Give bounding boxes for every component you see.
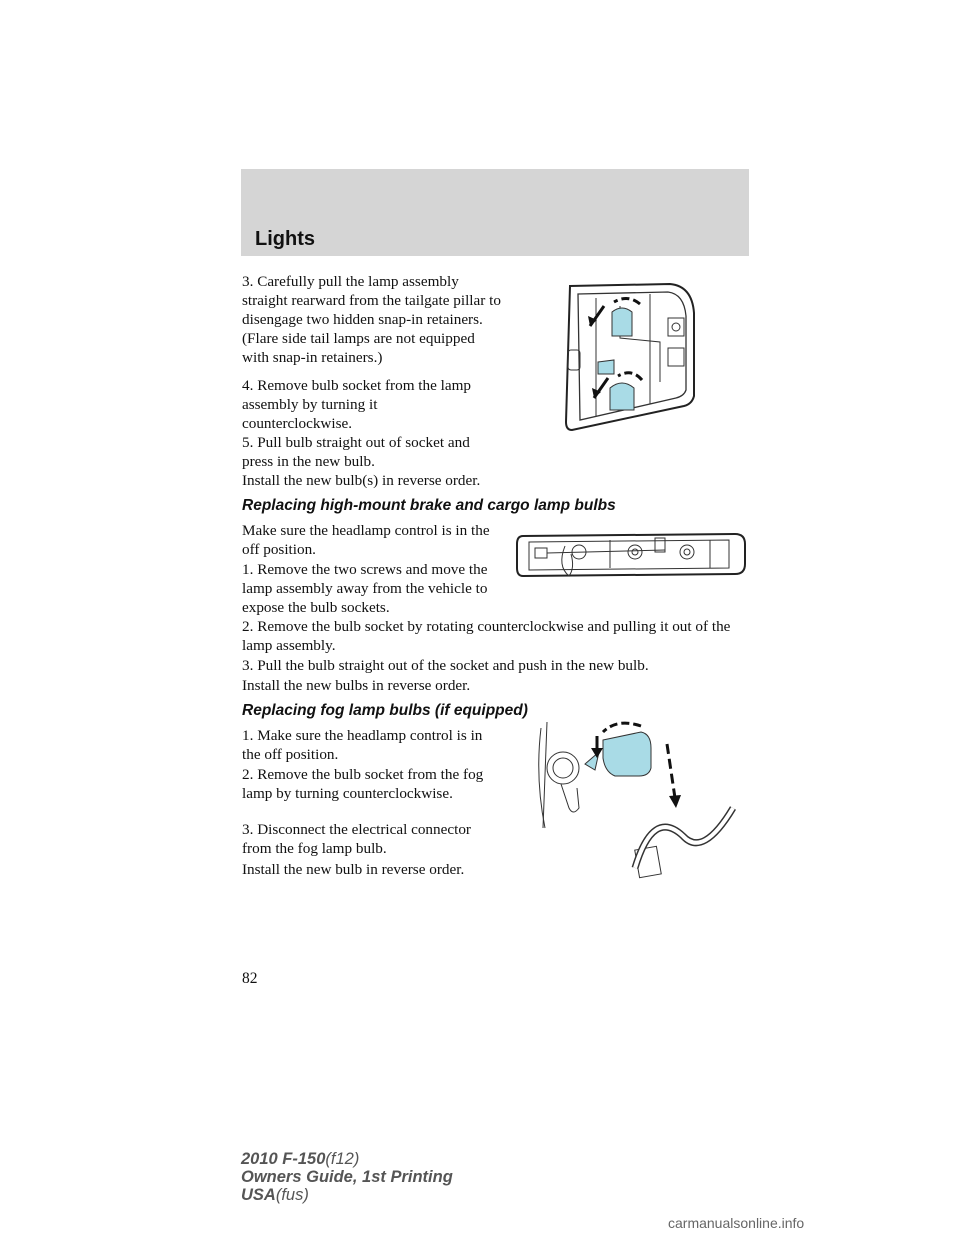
step-5-text: 5. Pull bulb straight out of socket and press in the new bulb. bbox=[242, 434, 470, 470]
brake-step-2-text: 2. Remove the bulb socket by rotating counterclockwise and pulling it out of the lamp assembly. bbox=[242, 618, 731, 654]
footer-region-code: (fus) bbox=[275, 1186, 309, 1204]
section-heading-brake: Replacing high-mount brake and cargo lamp bulbs bbox=[242, 497, 616, 514]
tail-lamp-illustration bbox=[560, 278, 700, 433]
footer-guide: Owners Guide, 1st Printing bbox=[241, 1168, 453, 1186]
section-heading-fog: Replacing fog lamp bulbs (if equipped) bbox=[242, 702, 528, 719]
page-number: 82 bbox=[242, 970, 258, 987]
brake-install-note-text: Install the new bulbs in reverse order. bbox=[242, 677, 471, 694]
brake-step-1-text: 1. Remove the two screws and move the lamp assembly away from the vehicle to expose the bulb sockets. bbox=[242, 561, 488, 616]
brake-step-3-text: 3. Pull the bulb straight out of the socket and push in the new bulb. bbox=[242, 657, 649, 674]
brake-lamp-illustration bbox=[515, 528, 747, 580]
footer-region: USA bbox=[241, 1186, 276, 1204]
fog-lamp-illustration bbox=[533, 718, 751, 880]
footer-model: 2010 F-150 bbox=[241, 1150, 326, 1168]
fog-step-3-text: 3. Disconnect the electrical connector from the fog lamp bulb. bbox=[242, 821, 471, 857]
footer bbox=[241, 1150, 453, 1204]
fog-step-1-text: 1. Make sure the headlamp control is in the off position. bbox=[242, 727, 483, 763]
step-4-text: 4. Remove bulb socket from the lamp assembly by turning it counterclockwise. bbox=[242, 377, 472, 432]
footer-model-code: (f12) bbox=[325, 1150, 360, 1168]
section-title: Lights bbox=[255, 228, 315, 250]
watermark: carmanualsonline.info bbox=[668, 1215, 805, 1231]
fog-install-note-text: Install the new bulb in reverse order. bbox=[242, 861, 465, 878]
bulb-socket-icon bbox=[598, 308, 634, 410]
fog-step-2-text: 2. Remove the bulb socket from the fog lamp by turning counterclockwise. bbox=[242, 766, 484, 802]
step-3-text: 3. Carefully pull the lamp assembly straight rearward from the tailgate pillar to disengage two hidden snap-in retainers. (Flare side tail lamps are not equipped with snap-in retainers.) bbox=[242, 273, 501, 366]
header-band bbox=[241, 169, 749, 256]
brake-intro-text: Make sure the headlamp control is in the off position. bbox=[242, 522, 490, 558]
install-note-text: Install the new bulb(s) in reverse order. bbox=[242, 472, 481, 489]
